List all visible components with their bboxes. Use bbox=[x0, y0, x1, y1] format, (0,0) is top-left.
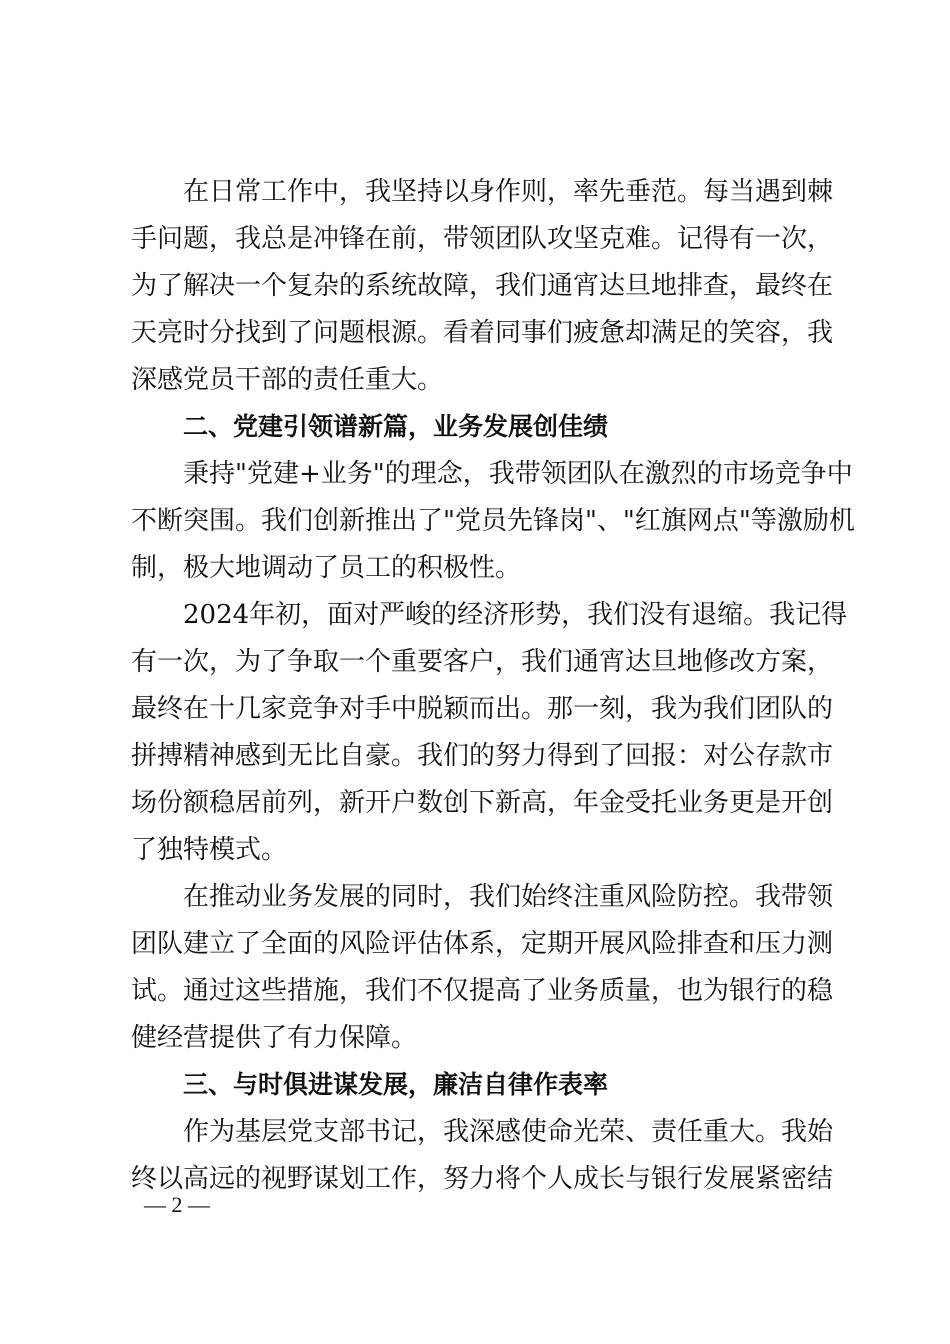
paragraph-line: 最终在十几家竞争对手中脱颖而出。那一刻，我为我们团队的 bbox=[131, 694, 834, 724]
paragraph-line: 制，极大地调动了员工的积极性。 bbox=[131, 553, 522, 583]
paragraph-line: 有一次，为了争取一个重要客户，我们通宵达旦地修改方案， bbox=[131, 647, 834, 677]
paragraph-line: 场份额稳居前列，新开户数创下新高，年金受托业务更是开创 bbox=[131, 788, 834, 818]
section-heading: 三、与时俱进谋发展，廉洁自律作表率 bbox=[183, 1070, 609, 1099]
paragraph-line: 作为基层党支部书记，我深感使命光荣、责任重大。我始 bbox=[183, 1117, 834, 1147]
paragraph-line: 不断突围。我们创新推出了"党员先锋岗"、"红旗网点"等激励机 bbox=[131, 506, 855, 536]
paragraph-line: 终以高远的视野谋划工作，努力将个人成长与银行发展紧密结 bbox=[131, 1164, 834, 1194]
paragraph-line: 秉持"党建+业务"的理念，我带领团队在激烈的市场竞争中 bbox=[183, 459, 853, 489]
paragraph-line: 团队建立了全面的风险评估体系，定期开展风险排查和压力测 bbox=[131, 929, 834, 959]
paragraph-line: 2024年初，面对严峻的经济形势，我们没有退缩。我记得 bbox=[183, 600, 848, 630]
paragraph-line: 手问题，我总是冲锋在前，带领团队攻坚克难。记得有一次， bbox=[131, 224, 834, 254]
paragraph-line: 深感党员干部的责任重大。 bbox=[131, 365, 444, 395]
paragraph-line: 了独特模式。 bbox=[131, 835, 288, 865]
paragraph-line: 在推动业务发展的同时，我们始终注重风险防控。我带领 bbox=[183, 882, 834, 912]
paragraph-line: 拼搏精神感到无比自豪。我们的努力得到了回报：对公存款市 bbox=[131, 741, 834, 771]
section-heading: 二、党建引领谱新篇，业务发展创佳绩 bbox=[183, 412, 609, 441]
paragraph-line: 在日常工作中，我坚持以身作则，率先垂范。每当遇到棘 bbox=[183, 177, 834, 207]
paragraph-line: 试。通过这些措施，我们不仅提高了业务质量，也为银行的稳 bbox=[131, 976, 834, 1006]
paragraph-line: 为了解决一个复杂的系统故障，我们通宵达旦地排查，最终在 bbox=[131, 271, 834, 301]
paragraph-line: 健经营提供了有力保障。 bbox=[131, 1023, 418, 1053]
paragraph-line: 天亮时分找到了问题根源。看着同事们疲惫却满足的笑容，我 bbox=[131, 318, 834, 348]
page-number: — 2 — bbox=[144, 1192, 210, 1217]
